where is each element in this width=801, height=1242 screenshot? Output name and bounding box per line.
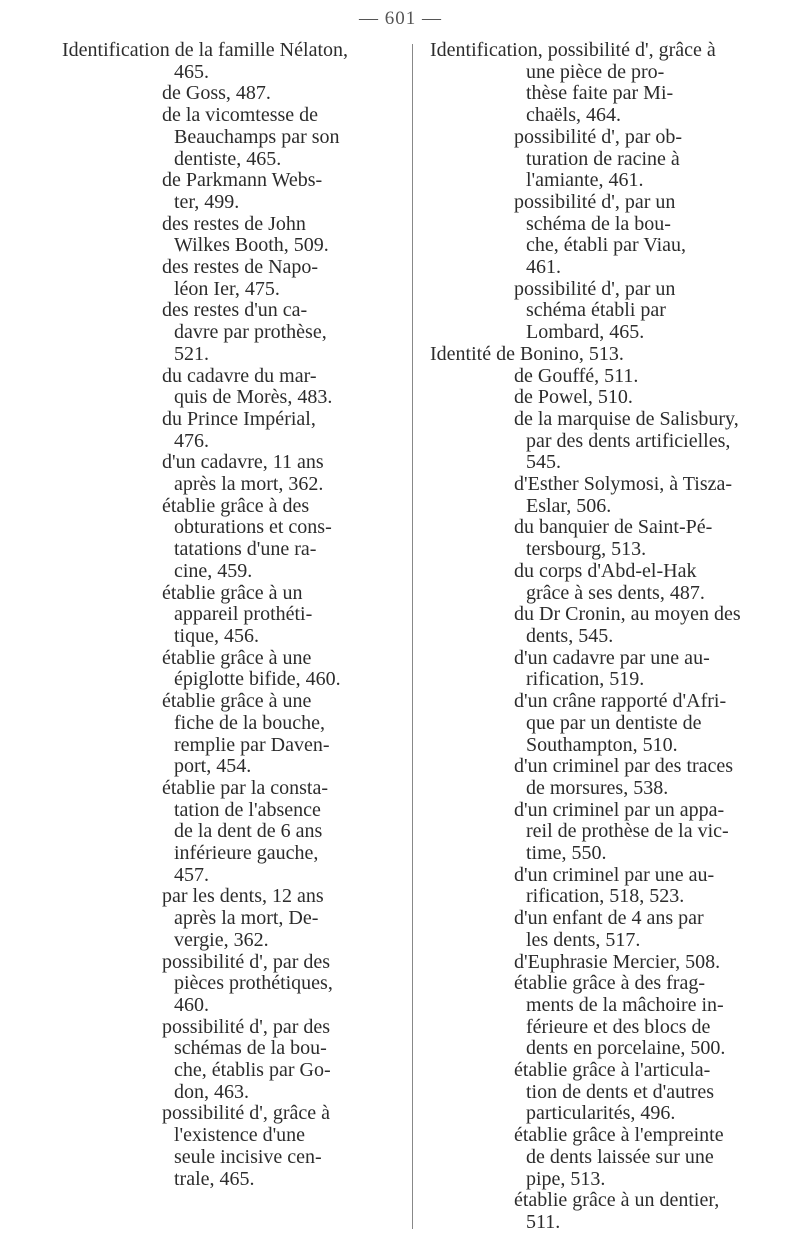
index-heading-line: Identification de la famille Nélaton,	[62, 39, 348, 61]
index-entry-line: Lombard, 465.	[526, 321, 645, 344]
index-entry-line: schémas de la bou-	[174, 1037, 327, 1060]
index-entry-line: Beauchamps par son	[174, 125, 340, 148]
index-entry-line: obturations et cons-	[174, 516, 332, 539]
index-entry-line: 521.	[174, 342, 209, 365]
left-column	[62, 40, 392, 1190]
index-entry-line: de morsures, 538.	[526, 776, 669, 799]
index-entry-line: établie grâce à des	[162, 494, 310, 517]
index-entry-line: du corps d'Abd-el-Hak	[514, 559, 697, 582]
index-entry-line: d'un cadavre par une au-	[514, 646, 710, 669]
column-divider	[412, 44, 413, 1229]
index-entry-line: possibilité d', par ob-	[514, 125, 683, 148]
index-entry-line: appareil prothéti-	[174, 603, 313, 626]
index-entry-line: port, 454.	[174, 755, 252, 778]
index-entry-line: cine, 459.	[174, 559, 253, 582]
index-entry-line: time, 550.	[526, 842, 607, 865]
index-entry-line: seule incisive cen-	[174, 1145, 322, 1168]
index-entry-line: établie grâce à l'empreinte	[514, 1124, 724, 1147]
index-entry-line: 457.	[174, 863, 209, 886]
index-entry-line: des restes de Napo-	[162, 256, 319, 279]
index-entry-line: établie grâce à un dentier,	[514, 1189, 720, 1212]
index-entry-line: schéma de la bou-	[526, 212, 671, 235]
index-entry-line: établie grâce à des frag-	[514, 972, 705, 995]
index-entry-line: pipe, 513.	[526, 1167, 606, 1190]
index-entry-line: des restes d'un ca-	[162, 299, 308, 322]
index-entry-line: de dents laissée sur une	[526, 1145, 714, 1168]
index-entry-line: établie grâce à un	[162, 581, 303, 604]
index-entry-line: 465.	[174, 60, 209, 83]
index-entry-line: l'existence d'une	[174, 1124, 306, 1147]
index-entry-line: vergie, 362.	[174, 928, 269, 951]
index-entry-line: dentiste, 465.	[174, 147, 282, 170]
index-entry-line: que par un dentiste de	[526, 711, 702, 734]
index-entry-line: d'un criminel par un appa-	[514, 798, 725, 821]
index-entry-line: quis de Morès, 483.	[174, 386, 333, 409]
index-entry-line: reil de prothèse de la vic-	[526, 820, 729, 843]
index-entry-line: d'un crâne rapporté d'Afri-	[514, 690, 727, 713]
index-entry-line: tersbourg, 513.	[526, 538, 647, 561]
index-entry-line: d'Esther Solymosi, à Tisza-	[514, 473, 733, 496]
index-entry-line: 476.	[174, 429, 209, 452]
index-entry-line: de la dent de 6 ans	[174, 820, 323, 843]
index-entry-line: de la vicomtesse de	[162, 104, 319, 127]
index-entry-line: chaëls, 464.	[526, 104, 621, 127]
index-entry-line: possibilité d', grâce à	[162, 1102, 330, 1125]
index-entry-line: par des dents artificielles,	[526, 429, 731, 452]
index-entry-line: remplie par Daven-	[174, 733, 330, 756]
index-entry-line: tation de l'absence	[174, 798, 321, 821]
index-entry-line: inférieure gauche,	[174, 842, 319, 865]
index-entry-line: Wilkes Booth, 509.	[174, 234, 329, 257]
index-entry-line: du cadavre du mar-	[162, 364, 317, 387]
index-entry-line: établie grâce à une	[162, 690, 312, 713]
index-entry-line: de Parkmann Webs-	[162, 169, 323, 192]
index-entry-line: tique, 456.	[174, 624, 259, 647]
index-entry-line: possibilité d', par un	[514, 277, 676, 300]
index-entry-line: ter, 499.	[174, 190, 240, 213]
index-entry-line: che, établi par Viau,	[526, 234, 687, 257]
index-entry-line: du Prince Impérial,	[162, 407, 316, 430]
index-entry-line: tatations d'une ra-	[174, 538, 317, 561]
index-entry-line: les dents, 517.	[526, 928, 641, 951]
index-entry-line: des restes de John	[162, 212, 306, 235]
index-entry-line: d'un criminel par des traces	[514, 755, 734, 778]
index-entry-line: 460.	[174, 993, 209, 1016]
index-entry-line: épiglotte bifide, 460.	[174, 668, 341, 691]
index-entry-line: don, 463.	[174, 1080, 249, 1103]
index-entry-line: de Goss, 487.	[162, 82, 271, 105]
index-entry-line: tion de dents et d'autres	[526, 1080, 714, 1103]
index-entry-line: dents en porcelaine, 500.	[526, 1037, 726, 1060]
index-entry-line: du Dr Cronin, au moyen des	[514, 603, 741, 626]
index-entry-line: particularités, 496.	[526, 1102, 676, 1125]
index-entry-line: d'un cadavre, 11 ans	[162, 451, 324, 474]
index-entry-line: léon Ier, 475.	[174, 277, 280, 300]
index-entry-line: après la mort, De-	[174, 907, 319, 930]
index-entry-line: ments de la mâchoire in-	[526, 993, 724, 1016]
index-entry-line: établie grâce à l'articula-	[514, 1059, 711, 1082]
index-heading-line: Identification, possibilité d', grâce à	[430, 39, 716, 61]
index-entry-line: établie par la consta-	[162, 776, 329, 799]
index-entry-line: d'un enfant de 4 ans par	[514, 907, 704, 930]
index-entry-line: rification, 518, 523.	[526, 885, 685, 908]
index-entry-line: l'amiante, 461.	[526, 169, 644, 192]
index-entry-line: dents, 545.	[526, 624, 614, 647]
index-entry-line: grâce à ses dents, 487.	[526, 581, 705, 604]
index-entry-line: pièces prothétiques,	[174, 972, 333, 995]
index-entry-line: davre par prothèse,	[174, 321, 327, 344]
index-entry-line: de Powel, 510.	[514, 386, 633, 409]
index-heading-line: Identité de Bonino, 513.	[430, 342, 624, 365]
index-entry-line: d'Euphrasie Mercier, 508.	[514, 950, 721, 973]
index-entry-line: de la marquise de Salisbury,	[514, 407, 739, 430]
index-entry-line: schéma établi par	[526, 299, 666, 322]
index-entry-line: d'un criminel par une au-	[514, 863, 715, 886]
index-entry-line: férieure et des blocs de	[526, 1015, 711, 1038]
index-entry-line: fiche de la bouche,	[174, 711, 326, 734]
index-entry-line: établie grâce à une	[162, 646, 312, 669]
index-entry-line: 511.	[526, 1210, 561, 1233]
index-entry-line: Eslar, 506.	[526, 494, 612, 517]
index-entry-line: turation de racine à	[526, 147, 680, 170]
index-entry-line: 545.	[526, 451, 561, 474]
index-entry-line: possibilité d', par des	[162, 1015, 331, 1038]
index-entry-line: thèse faite par Mi-	[526, 82, 674, 105]
index-entry-line: après la mort, 362.	[174, 473, 324, 496]
index-entry-line: une pièce de pro-	[526, 60, 665, 83]
index-entry-line: de Gouffé, 511.	[514, 364, 639, 387]
index-entry-line: possibilité d', par un	[514, 190, 676, 213]
index-entry-line: possibilité d', par des	[162, 950, 331, 973]
index-entry-line: 461.	[526, 256, 561, 279]
index-entry-line: Southampton, 510.	[526, 733, 678, 756]
index-entry-line: rification, 519.	[526, 668, 645, 691]
index-entry-line: du banquier de Saint-Pé-	[514, 516, 713, 539]
page-number: — 601 —	[359, 8, 442, 29]
right-column	[430, 40, 760, 1234]
index-entry-line: che, établis par Go-	[174, 1059, 331, 1082]
index-entry-line: par les dents, 12 ans	[162, 885, 324, 908]
index-entry-line: trale, 465.	[174, 1167, 255, 1190]
